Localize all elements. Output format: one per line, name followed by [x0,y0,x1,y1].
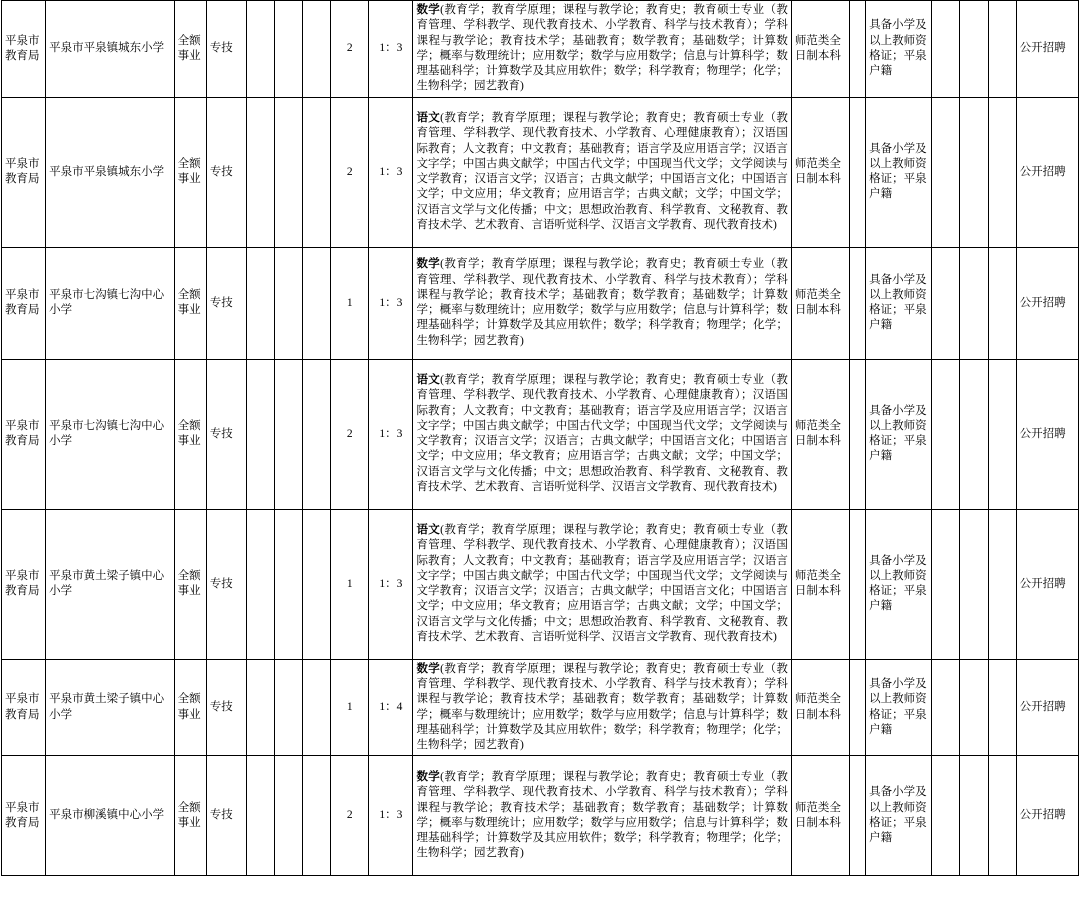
cell-post-category: 专技 [206,509,246,659]
cell-blank-3 [303,1,331,98]
cell-department: 平泉市教育局 [2,659,46,756]
cell-education-requirement: 师范类全日制本科 [791,659,849,756]
cell-blank-2 [274,97,302,247]
cell-department: 平泉市教育局 [2,509,46,659]
major-list: (教育学；教育学原理；课程与教学论；教育史；教育硕士专业（教育管理、学科教学、现代教育技术、小学教育、科学与技术教育）；学科课程与教学论；教育技术学；基础教育；数学教育；基础数学；计算数学；概率与数理统计；应用数学；数学与应用数学；信息与计算科学；数理基础科学；计算数学及其应用软件；数学；科学教育；物理学；化学；生物科学；园艺教育) [416,662,788,752]
cell-recruit-method: 公开招聘 [1016,509,1078,659]
cell-funding-type: 全额事业 [174,1,206,98]
cell-other-conditions: 具备小学及以上教师资格证；平泉户籍 [866,1,932,98]
cell-post-category: 专技 [206,97,246,247]
cell-other-conditions: 具备小学及以上教师资格证；平泉户籍 [866,509,932,659]
cell-blank-5 [932,1,960,98]
cell-blank-6 [960,1,988,98]
cell-exam-ratio: 1：3 [369,1,413,98]
cell-recruit-method: 公开招聘 [1016,1,1078,98]
cell-other-conditions: 具备小学及以上教师资格证；平泉户籍 [866,359,932,509]
table-row [2,756,1079,876]
cell-post-category: 专技 [206,359,246,509]
cell-blank-4 [850,659,866,756]
subject-label: 数学 [416,258,441,271]
cell-blank-7 [988,509,1016,659]
cell-major-requirement [413,509,791,659]
table-row [2,97,1079,247]
cell-blank-3 [303,756,331,876]
cell-blank-4 [850,247,866,359]
cell-blank-6 [960,359,988,509]
cell-blank-7 [988,247,1016,359]
cell-blank-7 [988,97,1016,247]
cell-recruit-method: 公开招聘 [1016,247,1078,359]
cell-unit: 平泉市黄土梁子镇中心小学 [46,659,174,756]
cell-blank-7 [988,1,1016,98]
cell-blank-2 [274,756,302,876]
cell-headcount: 2 [331,359,369,509]
cell-blank-4 [850,756,866,876]
cell-funding-type: 全额事业 [174,659,206,756]
cell-funding-type: 全额事业 [174,97,206,247]
cell-blank-2 [274,247,302,359]
cell-blank-7 [988,359,1016,509]
subject-label: 数学 [416,4,441,16]
cell-exam-ratio: 1：3 [369,97,413,247]
cell-blank-3 [303,359,331,509]
subject-label: 语文 [416,374,441,387]
cell-other-conditions: 具备小学及以上教师资格证；平泉户籍 [866,97,932,247]
table-row [2,509,1079,659]
cell-blank-2 [274,1,302,98]
major-list: (教育学；教育学原理；课程与教学论；教育史；教育硕士专业（教育管理、学科教学、现代教育技术、小学教育、心理健康教育）；汉语国际教育；人文教育；中文教育；基础教育；语言学及应用语言学；汉语言文字学；中国古典文献学；中国古代文学；中国现当代文学；文学阅读与文学教育；汉语言文学；汉语言；古典文献学；中国语言文化；中国语言文学；中文应用；华文教育；应用语言学；古典文献；文学；中国文学；汉语言文学与文化传播；中文；思想政治教育、科学教育、文秘教育、教育技术学、艺术教育、言语听觉科学、汉语言文学教育、现代教育技术) [416,524,788,644]
cell-unit: 平泉市柳溪镇中心小学 [46,756,174,876]
cell-headcount: 2 [331,1,369,98]
cell-blank-3 [303,509,331,659]
cell-unit: 平泉市七沟镇七沟中心小学 [46,247,174,359]
major-list: (教育学；教育学原理；课程与教学论；教育史；教育硕士专业（教育管理、学科教学、现代教育技术、小学教育、科学与技术教育）；学科课程与教学论；教育技术学；基础教育；数学教育；基础数学；计算数学；概率与数理统计；应用数学；数学与应用数学；信息与计算科学；数理基础科学；计算数学及其应用软件；数学；科学教育；物理学；化学；生物科学；园艺教育) [416,771,788,860]
cell-blank-4 [850,509,866,659]
cell-education-requirement: 师范类全日制本科 [791,1,849,98]
cell-blank-4 [850,359,866,509]
cell-blank-1 [246,359,274,509]
cell-major-requirement [413,359,791,509]
cell-blank-1 [246,1,274,98]
cell-post-category: 专技 [206,756,246,876]
cell-blank-1 [246,509,274,659]
cell-blank-1 [246,247,274,359]
cell-headcount: 2 [331,756,369,876]
cell-education-requirement: 师范类全日制本科 [791,97,849,247]
cell-blank-2 [274,359,302,509]
cell-blank-6 [960,509,988,659]
cell-post-category: 专技 [206,659,246,756]
cell-blank-3 [303,97,331,247]
cell-department: 平泉市教育局 [2,359,46,509]
table-row [2,659,1079,756]
cell-education-requirement: 师范类全日制本科 [791,509,849,659]
cell-blank-7 [988,659,1016,756]
table-row [2,359,1079,509]
table-row [2,247,1079,359]
major-list: (教育学；教育学原理；课程与教学论；教育史；教育硕士专业（教育管理、学科教学、现代教育技术、小学教育、心理健康教育）；汉语国际教育；人文教育；中文教育；基础教育；语言学及应用语言学；汉语言文字学；中国古典文献学；中国古代文学；中国现当代文学；文学阅读与文学教育；汉语言文学；汉语言；古典文献学；中国语言文化；中国语言文学；中文应用；华文教育；应用语言学；古典文献；文学；中国文学；汉语言文学与文化传播；中文；思想政治教育、科学教育、文秘教育、教育技术学、艺术教育、言语听觉科学、汉语言文学教育、现代教育技术) [416,112,788,232]
cell-exam-ratio: 1：3 [369,359,413,509]
cell-blank-3 [303,247,331,359]
cell-major-requirement [413,97,791,247]
subject-label: 语文 [416,112,441,125]
cell-exam-ratio: 1：3 [369,247,413,359]
subject-label: 语文 [416,524,441,537]
cell-funding-type: 全额事业 [174,247,206,359]
cell-major-requirement [413,1,791,98]
major-list: (教育学；教育学原理；课程与教学论；教育史；教育硕士专业（教育管理、学科教学、现代教育技术、小学教育、科学与技术教育）；学科课程与教学论；教育技术学；基础教育；数学教育；基础数学；计算数学；概率与数理统计；应用数学；数学与应用数学；信息与计算科学；数理基础科学；计算数学及其应用软件；数学；科学教育；物理学；化学；生物科学；园艺教育) [416,4,788,93]
cell-exam-ratio: 1：4 [369,659,413,756]
cell-blank-6 [960,756,988,876]
cell-blank-5 [932,247,960,359]
cell-funding-type: 全额事业 [174,359,206,509]
cell-other-conditions: 具备小学及以上教师资格证；平泉户籍 [866,247,932,359]
cell-major-requirement [413,247,791,359]
recruitment-table [1,0,1079,876]
cell-education-requirement: 师范类全日制本科 [791,359,849,509]
cell-blank-5 [932,659,960,756]
cell-department: 平泉市教育局 [2,247,46,359]
cell-blank-2 [274,659,302,756]
cell-unit: 平泉市黄土梁子镇中心小学 [46,509,174,659]
cell-blank-4 [850,1,866,98]
cell-department: 平泉市教育局 [2,1,46,98]
cell-blank-3 [303,659,331,756]
cell-funding-type: 全额事业 [174,509,206,659]
cell-recruit-method: 公开招聘 [1016,359,1078,509]
cell-post-category: 专技 [206,1,246,98]
cell-blank-6 [960,247,988,359]
cell-headcount: 2 [331,97,369,247]
cell-exam-ratio: 1：3 [369,509,413,659]
cell-blank-1 [246,756,274,876]
cell-headcount: 1 [331,247,369,359]
cell-recruit-method: 公开招聘 [1016,659,1078,756]
subject-label: 数学 [416,662,441,675]
cell-post-category: 专技 [206,247,246,359]
cell-headcount: 1 [331,509,369,659]
cell-department: 平泉市教育局 [2,756,46,876]
cell-unit: 平泉市七沟镇七沟中心小学 [46,359,174,509]
cell-blank-7 [988,756,1016,876]
cell-funding-type: 全额事业 [174,756,206,876]
cell-blank-5 [932,359,960,509]
cell-major-requirement [413,756,791,876]
cell-recruit-method: 公开招聘 [1016,756,1078,876]
cell-blank-6 [960,659,988,756]
cell-blank-5 [932,756,960,876]
cell-education-requirement: 师范类全日制本科 [791,756,849,876]
table-body [2,1,1079,876]
cell-blank-2 [274,509,302,659]
cell-department: 平泉市教育局 [2,97,46,247]
cell-exam-ratio: 1：3 [369,756,413,876]
subject-label: 数学 [416,771,441,784]
cell-education-requirement: 师范类全日制本科 [791,247,849,359]
cell-other-conditions: 具备小学及以上教师资格证；平泉户籍 [866,756,932,876]
cell-blank-1 [246,659,274,756]
major-list: (教育学；教育学原理；课程与教学论；教育史；教育硕士专业（教育管理、学科教学、现代教育技术、小学教育、心理健康教育）；汉语国际教育；人文教育；中文教育；基础教育；语言学及应用语言学；汉语言文字学；中国古典文献学；中国古代文学；中国现当代文学；文学阅读与文学教育；汉语言文学；汉语言；古典文献学；中国语言文化；中国语言文学；中文应用；华文教育；应用语言学；古典文献；文学；中国文学；汉语言文学与文化传播；中文；思想政治教育、科学教育、文秘教育、教育技术学、艺术教育、言语听觉科学、汉语言文学教育、现代教育技术) [416,374,788,494]
cell-major-requirement [413,659,791,756]
cell-unit: 平泉市平泉镇城东小学 [46,97,174,247]
cell-blank-4 [850,97,866,247]
cell-blank-6 [960,97,988,247]
cell-headcount: 1 [331,659,369,756]
cell-unit: 平泉市平泉镇城东小学 [46,1,174,98]
cell-blank-5 [932,97,960,247]
cell-recruit-method: 公开招聘 [1016,97,1078,247]
cell-blank-1 [246,97,274,247]
table-row [2,1,1079,98]
cell-blank-5 [932,509,960,659]
major-list: (教育学；教育学原理；课程与教学论；教育史；教育硕士专业（教育管理、学科教学、现代教育技术、小学教育、科学与技术教育）；学科课程与教学论；教育技术学；基础教育；数学教育；基础数学；计算数学；概率与数理统计；应用数学；数学与应用数学；信息与计算科学；数理基础科学；计算数学及其应用软件；数学；科学教育；物理学；化学；生物科学；园艺教育) [416,258,788,347]
cell-other-conditions: 具备小学及以上教师资格证；平泉户籍 [866,659,932,756]
